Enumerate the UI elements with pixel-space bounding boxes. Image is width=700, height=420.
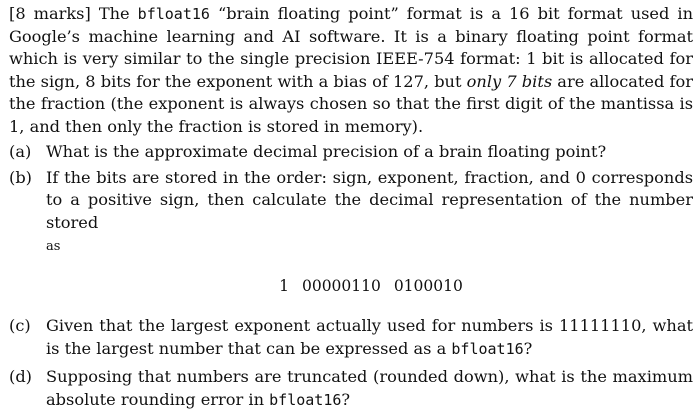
part-c-label: (c) [9,316,31,335]
exponent-bits: 00000110 [301,276,381,295]
intro-text-1: The [90,4,138,23]
part-c-text: Given that the largest exponent actually used for numbers is 11111110, what is the largest number that can be expressed as a [46,316,693,358]
part-b-text: If the bits are stored in the order: sign, exponent, fraction, and 0 corresponds to a positive sign, then calculate the decimal representation of the number stored [46,167,693,232]
part-d-code: bfloat16 [269,390,342,409]
intro-emphasis: only 7 bits [466,71,553,91]
bit-pattern [9,275,693,298]
part-b [9,167,693,259]
part-d [9,366,693,411]
part-c-code: bfloat16 [451,339,524,358]
intro-text-2: “brain floating point” format is a 16 bit format used in Google’s machine learning and AI software. It is a binary floating point format which is very similar to the single precision IEEE-754 format: 1 bit is allocated for the sign, 8 bits for the exponent with a bias of 127, but [9,4,693,91]
question-page [9,3,693,411]
part-a-text: What is the approximate decimal precision of a brain floating point? [46,142,607,161]
part-d-label: (d) [9,367,32,386]
intro-paragraph [9,3,693,138]
part-b-as: as [46,239,61,254]
marks-label: [8 marks] [9,4,91,23]
part-b-label: (b) [9,167,32,187]
part-d-text: Supposing that numbers are truncated (rounded down), what is the maximum absolute rounding error in [46,367,693,409]
bfloat16-code: bfloat16 [137,5,210,23]
part-a [9,141,693,164]
part-a-label: (a) [9,142,32,161]
fraction-bits: 0100010 [393,276,463,295]
part-c-end: ? [523,338,533,358]
sign-bit: 1 [279,276,290,295]
part-c [9,315,693,360]
part-d-end: ? [341,389,351,409]
intro-text-3: are allocated for the fraction (the exponent is always chosen so that the first digit of the mantissa is 1, and then only the fraction is stored in memory). [9,71,693,136]
